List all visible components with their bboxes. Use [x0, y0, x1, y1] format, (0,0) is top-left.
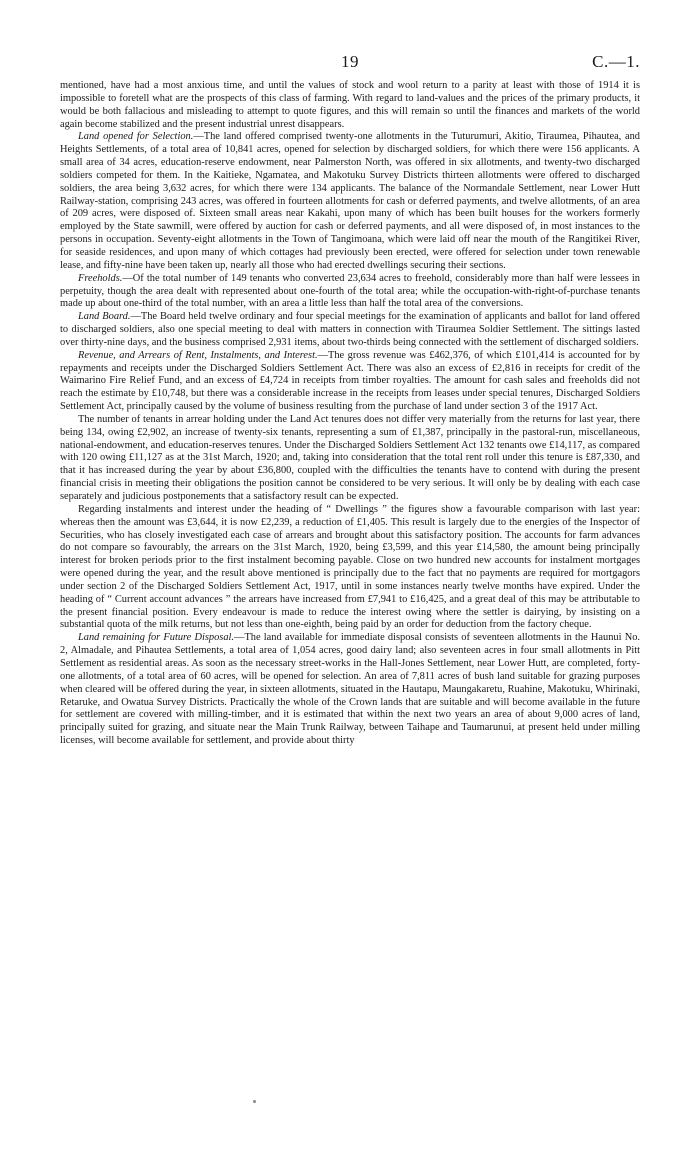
paragraph-text: —The gross revenue was £462,376, of which £101,414 is accounted for by repayments and receipts under the Discharged Soldiers Settlement Act. There was also an excess of £2,816 in receipts for credit of the Waimarino Fire Relief Fund, and an excess of £4,724 in receipts from timber royalties. The amount for cash sales and freeholds did not reach the estimate by £10,748, but there was a considerable increase in the receipts from leases under special tenures, Discharged Soldiers Settlement Act, principally caused by the volume of business resulting from the purchase of land under section 3 of the 1917 Act.	[60, 349, 641, 413]
paragraph-text: Regarding instalments and interest under the heading of “ Dwellings ” the figures show a favourable comparison with last year: whereas then the amount was £3,644, it is now £2,239, a reduction of £1,405. This result is largely due to the energies of the Inspector of Securities, who has closely investigated each case of arrears and brought about this satisfactory position. The accounts for farm advances do not compare so favourably, the arrears on the 31st March, 1920, being £3,599, and this year £14,580, the amount being principally interest for broken periods prior to the first instalment becoming payable. Close on two hundred new accounts for instalment mortgages were opened during the year, and the result above mentioned is principally due to the fact that no payments are required for mortgagors under section 2 of the Discharged Soldiers Settlement Act, 1917, until in some instances nearly twelve months have expired. Under the heading of “ Current account advances ” the arrears have increased from £7,941 to £16,425, and a great deal of this may be attributable to the present financial position. Every endeavour is made to reduce the interest owing where the settler is dairying, by insisting on a substantial quota of the milk returns, but not less than one-eighth, being paid by an order for deduction from the factory cheque.	[60, 503, 640, 631]
paragraph-text: The number of tenants in arrear holding under the Land Act tenures does not differ very materially from the returns for last year, there being 134, owing £2,902, an increase of twenty-six tenants, representing a sum of £1,387, principally in the pastoral-run, miscellaneous, national-endowment, and education-reserves tenures. Under the Discharged Soldiers Settlement Act 132 tenants owe £14,117, as compared with 120 owing £11,127 as at the 31st March, 1920; and, taking into consideration that the total rent roll under this tenure is £87,330, and that it has increased during the year by about £36,800, coupled with the difficulties the tenants have to contend with during the present financial crisis in meeting their obligations the position cannot be considered to be very serious. It will only be by dealing with each case separately and judicious postponements that a satisfactory result can be expected.	[60, 413, 640, 502]
section-heading: Freeholds.	[78, 272, 123, 284]
paragraph-instalments	[60, 504, 640, 632]
paragraph-freeholds	[60, 273, 640, 312]
page-number: 19	[341, 52, 359, 71]
paragraph-future-disposal	[60, 632, 640, 748]
document-page	[60, 52, 640, 748]
paragraph-land-board	[60, 311, 640, 350]
paragraph-text: mentioned, have had a most anxious time, and until the values of stock and wool return to a parity at least with those of 1914 it is impossible to foretell what are the prospects of this class of farming. With regard to land-values and the prices of the primary products, it would be both fallacious and misleading to attempt to quote figures, and this will remain so until the finances and markets of the world again become stabilized and the present industrial unrest disappears.	[60, 80, 640, 130]
paragraph-land-opened	[60, 131, 640, 272]
paragraph-text: —The land offered comprised twenty-one allotments in the Tuturumuri, Akitio, Tiraumea, Pihautea, and Heights Settlements, of a total area of 10,841 acres, opened for selection by discharged soldiers, for which there were 156 applicants. A small area of 34 acres, education-reserve endowment, near Palmerston North, was offered in six allotments, and twenty-two discharged soldiers competed for them. In the Kaitieke, Ngamatea, and Makotuku Survey Districts thirteen allotments were offered to discharged soldiers, the area being 3,632 acres, for which there were 134 applicants. The balance of the Normandale Settlement, near Lower Hutt Railway-station, comprising 243 acres, was offered in fourteen allotments for cash or deferred payments, and twelve allotments, of an area of 209 acres, were disposed of. Sixteen small areas near Kakahi, upon many of which has been built houses for the workers formerly employed by the State sawmill, were offered by auction for cash or deferred payments, and all were disposed of, in most instances to the persons in occupation. Seventy-eight allotments in the Town of Tangimoana, which were laid off near the mouth of the Rangitikei River, for seaside residences, and upon many of which cottages had previously been erected, were offered for selection under town renewable lease, and fifty-nine have been taken up, nearly all those who had erected dwellings securing their sections.	[60, 131, 640, 271]
paragraph-continuation	[60, 80, 640, 131]
section-heading: Land remaining for Future Disposal.	[78, 632, 235, 644]
page-header	[60, 52, 640, 78]
page-footer-dot	[253, 1100, 256, 1103]
paragraph-tenants-arrear	[60, 414, 640, 504]
paragraph-revenue	[60, 350, 640, 414]
body-text	[60, 80, 640, 748]
paragraph-text: —The Board held twelve ordinary and four special meetings for the examination of applicants and ballot for land offered to discharged soldiers, also one special meeting to deal with matters in connection with Tiraumea Soldier Settlement. The sittings lasted over thirty-nine days, and the business comprised 2,931 items, about two-thirds being connected with the settlement of discharged soldiers.	[60, 311, 640, 348]
paragraph-text: —Of the total number of 149 tenants who converted 23,634 acres to freehold, considerably more than half were lessees in perpetuity, though the area dealt with represented about one-fourth of the total area; while the occupation-with-right-of-purchase tenants made up about one-third of the total number, with an area a little less than half the total area of the conversions.	[60, 272, 640, 310]
section-heading: Land opened for Selection.	[78, 131, 194, 143]
document-reference: C.—1.	[592, 52, 640, 71]
section-heading: Land Board.	[78, 311, 131, 323]
paragraph-text: —The land available for immediate disposal consists of seventeen allotments in the Haunui No. 2, Almadale, and Pihautea Settlements, a total area of 1,054 acres, good dairy land; also seventeen acres in four small allotments in Pitt Settlement as residential areas. As soon as the necessary street-works in the Hall-Jones Settlement, near Lower Hutt, are completed, forty-one allotments, of a total area of 60 acres, will be opened for selection. An area of 7,811 acres of bush land suitable for grazing purposes when cleared will be offered during the year, in sixteen allotments, situated in the Hautapu, Maungakaretu, Ruahine, Makotuku, Whirinaki, Retaruke, and Owatua Survey Districts. Practically the whole of the Crown lands that are suitable and will become available in the future for settlement are covered with milling-timber, and it is estimated that within the next two years an area of about 9,000 acres of land, principally suited for grazing, and situate near the Main Trunk Railway, between Taihape and Taumarunui, at present held under milling licenses, will become available for settlement, and provide about thirty	[60, 632, 640, 747]
section-heading: Revenue, and Arrears of Rent, Instalments, and Interest.	[78, 349, 318, 361]
